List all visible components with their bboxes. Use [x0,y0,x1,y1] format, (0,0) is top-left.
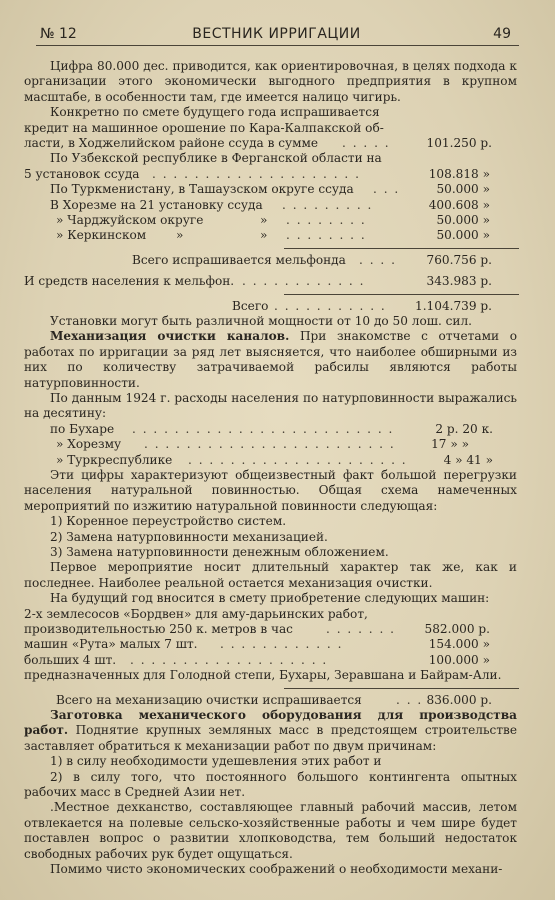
machines-row-bordven-1: 2-х землесосов «Бордвен» для аму-дарьинских работ, [24,606,368,621]
machines-row-ruta: машин «Рута» малых 7 шт. . . . . . . . . . . . . 154.000 » [24,637,490,652]
machines-row-bordven-2: производительностью 250 к. метров в час . . . . . . . 582.000 р. [24,621,490,636]
budget-row-melfond: Всего испрашивается мельфонда . . . . 760.756 р. [132,252,492,267]
budget-value: 108.818 » [428,166,490,181]
page-number: 49 [493,26,511,42]
duty-row-bukhara: по Бухаре . . . . . . . . . . . . . . . . . . . . . . . . . 2 р. 20 к. [50,421,493,436]
paragraph-dehkan: .Местное дехканство, составляющее главный рабочий массив, летом отвлекается на полевые сельско-хозяйственные работы и чем шире будет поставлен вопрос о развитии хлопководства, тем больший недостаток свободных рабочих рук будет ощущаться. [24,800,517,861]
budget-row-khorezm: В Хорезме на 21 установку ссуда . . . . . . . . . 400.608 » [50,197,490,212]
measure-item: 3) Замена натурповинности денежным обложением. [50,544,389,559]
paragraph-first-measure: Первое мероприятие носит длительный характер так же, как и последнее. Наиболее реальной остается механизация очистки. [24,560,517,590]
budget-row-turkmen: По Туркменистану, в Ташаузском округе ссуда . . . 50.000 » [50,182,490,197]
section-heading: Механизация очистки каналов. [50,329,290,344]
budget-value: 101.250 р. [426,136,492,151]
budget-row-population: И средств населения к мельфон. . . . . . . . . . . . . 343.983 р. [24,274,492,289]
paragraph-last: Помимо чисто экономических соображений о необходимости механи- [50,862,503,877]
budget-value: 50.000 » [436,182,490,197]
sum-rule [284,294,519,295]
budget-intro: Конкретно по смете будущего года испрашивается [50,105,380,120]
budget-value: 760.756 р. [426,252,492,267]
budget-value: 343.983 р. [426,274,492,289]
budget-row-karakalpak: ласти, в Ходжелийском районе ссуда в сумме . . . . . 101.250 р. [24,136,492,151]
measure-item: 1) Коренное переустройство систем. [50,514,287,529]
header-rule [36,45,519,46]
machines-row-big: больших 4 шт. . . . . . . . . . . . . . . . . . . . 100.000 » [24,652,490,667]
budget-value: 400.608 » [428,197,490,212]
page-header [22,26,531,46]
machines-intro: На будущий год вносится в смету приобретение следующих машин: [50,591,490,606]
sum-rule [284,688,519,689]
paragraph-mechanization: Механизация очистки каналов. При знакомстве с отчетами о работах по ирригации за ряд лет выясняется, что наиболее обширными из них по количеству затрачиваемой рабсилы являются работы натурповинности. [24,329,517,390]
machines-total: Всего на механизацию очистки испрашивается . . . 836.000 р. [56,692,492,707]
journal-title: ВЕСТНИК ИРРИГАЦИИ [192,26,361,42]
budget-row-uzbek-2: 5 установок ссуда . . . . . . . . . . . . . . . . . . . . 108.818 » [24,166,490,181]
duty-row-turkrespublika: » Туркреспублике . . . . . . . . . . . . . . . . . . . . . 4 » 41 » [56,452,493,467]
budget-value: 50.000 » [436,212,490,227]
reason-item: 2) в силу того, что постоянного большого контингента опытных рабочих масс в Средней Азии нет. [24,769,517,799]
paragraph-estimate: Цифра 80.000 дес. приводится, как ориентировочная, в целях подхода к организации этого экономически выгодного предприятия в крупном масштабе, в особенности там, где имеется налицо чигирь. [24,59,517,104]
budget-row-uzbek-1: По Узбекской республике в Ферганской области на [50,151,382,166]
paragraph-1924: По данным 1924 г. расходы населения по натурповинности выражались на десятину: [24,390,517,421]
section-heading: Заготовка механического оборудования для производства работ. [24,707,517,738]
budget-row-total: Всего . . . . . . . . . . . 1.104.739 р. [232,298,492,313]
machines-purpose: предназначенных для Голодной степи, Бухары, Зеравшана и Байрам-Али. [24,668,502,683]
paragraph-installations: Установки могут быть различной мощности от 10 до 50 лош. сил. [50,313,473,328]
budget-total: 1.104.739 р. [415,298,492,313]
budget-value: 50.000 » [436,228,490,243]
sum-rule [284,248,519,249]
measure-item: 2) Замена натурповинности механизацией. [50,529,328,544]
budget-intro-line2: кредит на машинное орошение по Кара-Калпакской об- [24,120,384,135]
paragraph-figures: Эти цифры характеризуют общеизвестный факт большой перегрузки населения натуральной повинностью. Общая схема намеченных мероприятий по изжитию натуральной повинности следующая: [24,467,517,513]
budget-row-kerki: » Керкинском » » . . . . . . . . 50.000 » [56,228,490,243]
duty-row-khorezm: » Хорезму . . . . . . . . . . . . . . . . . . . . . . . . 17 » » [56,437,469,452]
issue-number: № 12 [40,26,77,42]
reason-item: 1) в силу необходимости удешевления этих работ и [50,754,382,769]
budget-row-chardjui: » Чарджуйском округе » . . . . . . . . 50.000 » [56,212,490,227]
paragraph-equipment: Заготовка механического оборудования для производства работ. Поднятие крупных земляных масс в предстоящем строительстве заставляет обратиться к механизации работ по двум причинам: [24,707,517,753]
article-body [24,59,517,877]
